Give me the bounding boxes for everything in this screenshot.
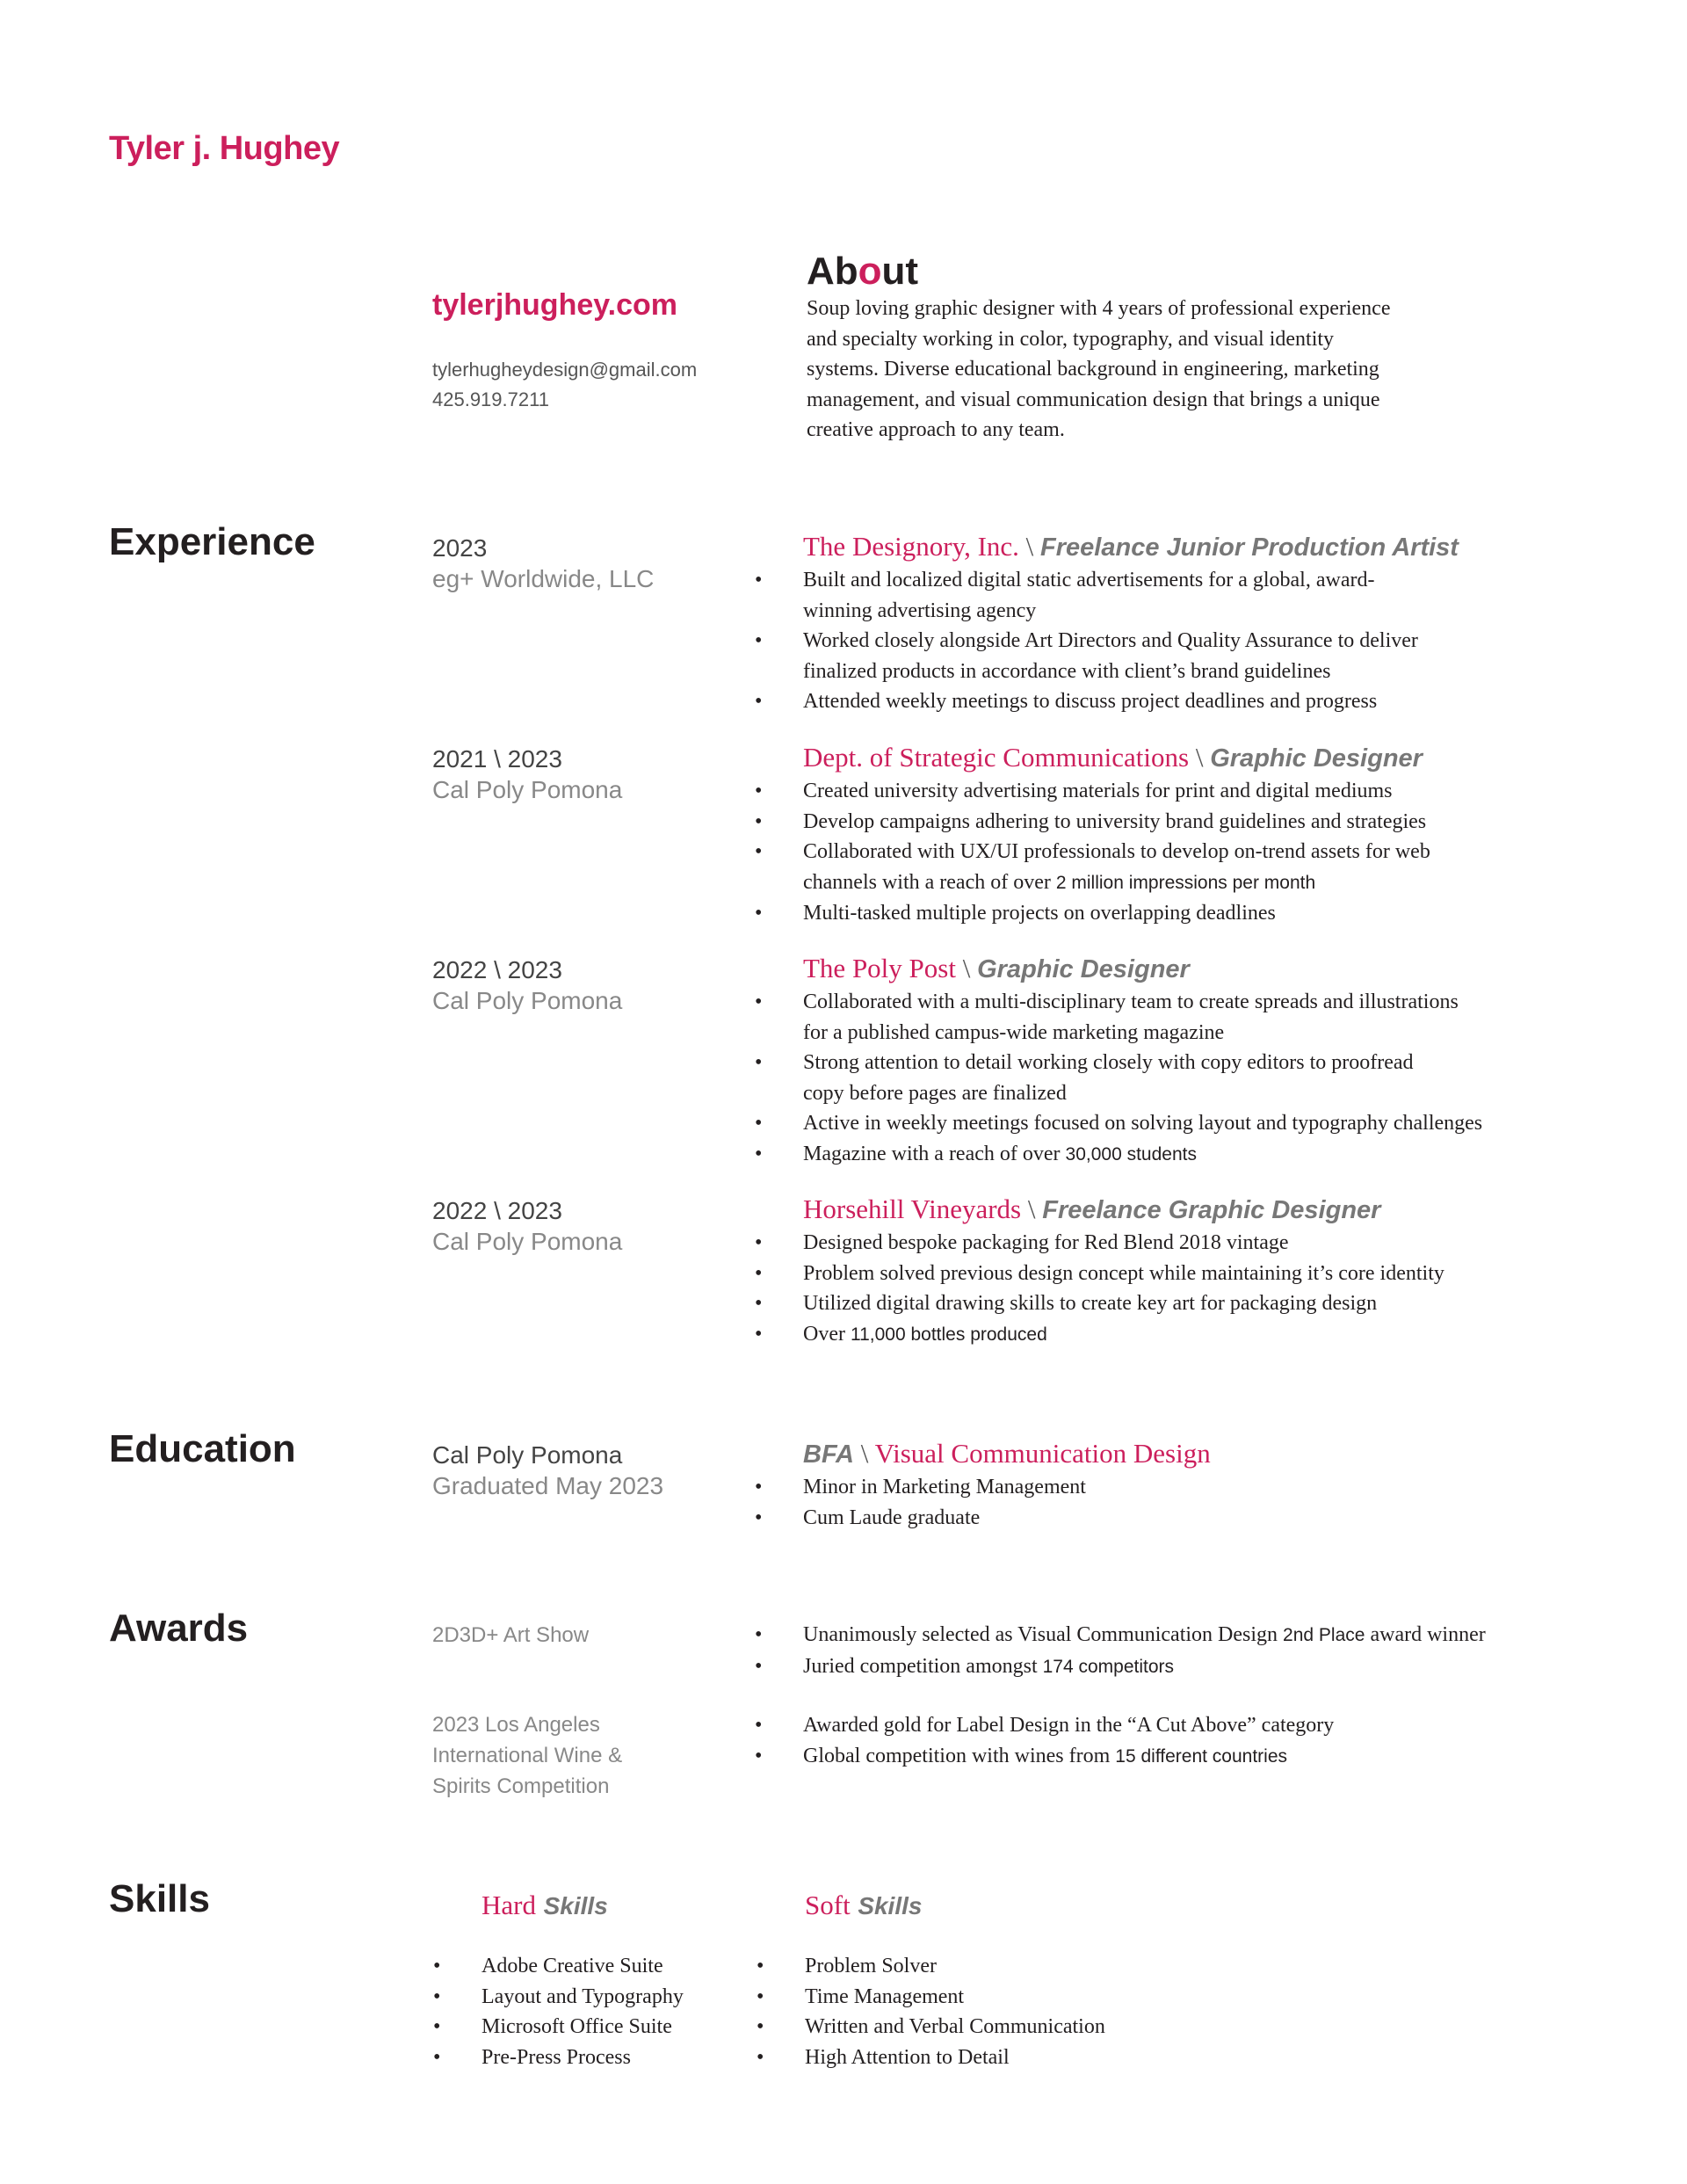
- about-heading-accent: o: [858, 250, 882, 293]
- experience-years: 2023: [432, 534, 488, 562]
- bullet-item: • Designed bespoke packaging for Red Blend 2018 vintage: [803, 1228, 1559, 1259]
- bullet-item-continued: winning advertising agency: [803, 599, 1037, 622]
- experience-org: Cal Poly Pomona: [432, 776, 623, 803]
- bullet-item: • Problem solved previous design concept while maintaining it’s core identity: [803, 1259, 1559, 1289]
- bullet-item: [803, 1741, 1594, 1773]
- experience-years: 2022 \ 2023: [432, 956, 562, 983]
- about-heading-part: Ab: [807, 250, 858, 293]
- skill-item: • Problem Solver: [805, 1951, 1244, 1982]
- about-body: [807, 294, 1457, 446]
- skills-heading-label: Skills: [543, 1892, 608, 1919]
- phone-number: 425.919.7211: [432, 388, 549, 410]
- bullet-item-continued: finalized products in accordance with client’s brand guidelines: [803, 659, 1331, 683]
- bullet-item-continued: copy before pages are finalized: [803, 1081, 1067, 1105]
- about-heading-part: ut: [881, 250, 919, 293]
- company-name: Horsehill Vineyards: [803, 1194, 1022, 1224]
- skills-heading-label: Skills: [858, 1892, 923, 1919]
- separator: \: [1018, 531, 1041, 562]
- experience-meta: [432, 744, 622, 805]
- award-name: [432, 1709, 696, 1802]
- bullet-text: award winner: [1365, 1623, 1486, 1646]
- about-heading: [807, 250, 918, 294]
- degree-field: Visual Communication Design: [874, 1438, 1211, 1469]
- separator: \: [1021, 1194, 1043, 1224]
- bullet-item: [803, 1319, 1559, 1351]
- bullet-item: • Utilized digital drawing skills to create key art for packaging design: [803, 1288, 1559, 1319]
- award-name-line: 2023 Los Angeles: [432, 1713, 600, 1737]
- bullet-highlight: 30,000 students: [1065, 1143, 1197, 1165]
- education-meta: [432, 1440, 663, 1501]
- skill-item: • Time Management: [805, 1982, 1244, 2013]
- experience-org: Cal Poly Pomona: [432, 987, 623, 1014]
- job-title: [803, 1194, 1380, 1225]
- experience-years: 2022 \ 2023: [432, 1197, 562, 1224]
- job-title: [803, 531, 1459, 562]
- experience-meta: [432, 1195, 622, 1257]
- skill-item: • Written and Verbal Communication: [805, 2012, 1244, 2043]
- degree-type: BFA: [803, 1440, 854, 1469]
- skill-item: • High Attention to Detail: [805, 2043, 1244, 2073]
- award-bullets: [803, 1710, 1594, 1772]
- about-line: Soup loving graphic designer with 4 years of professional experience: [807, 297, 1391, 320]
- skills-heading: Skills: [109, 1877, 210, 1920]
- name-logo: Tyler j. Hughey: [109, 130, 340, 167]
- degree-title: [803, 1438, 1211, 1469]
- experience-bullets: [803, 1228, 1559, 1350]
- education-school: Cal Poly Pomona: [432, 1441, 623, 1469]
- bullet-item: [803, 1139, 1559, 1171]
- company-name: The Designory, Inc.: [803, 531, 1019, 562]
- bullet-item: • Minor in Marketing Management: [803, 1472, 1559, 1503]
- award-name-line: International Wine &: [432, 1744, 623, 1767]
- education-graduated: Graduated May 2023: [432, 1472, 664, 1499]
- skills-heading-accent: Soft: [805, 1890, 851, 1920]
- bullet-item: • Attended weekly meetings to discuss project deadlines and progress: [803, 686, 1559, 717]
- bullet-text: Juried competition amongst: [803, 1654, 1043, 1678]
- company-name: Dept. of Strategic Communications: [803, 742, 1190, 773]
- awards-heading: Awards: [109, 1607, 249, 1650]
- bullet-highlight: 15 different countries: [1115, 1745, 1288, 1767]
- skill-item: • Pre-Press Process: [481, 2043, 763, 2073]
- soft-skills-heading: [805, 1890, 922, 1921]
- job-title: [803, 953, 1190, 984]
- bullet-text: Magazine with a reach of over: [803, 1142, 1066, 1165]
- about-line: systems. Diverse educational background in engineering, marketing: [807, 358, 1379, 381]
- hard-skills-list: [481, 1951, 763, 2072]
- skill-item: • Layout and Typography: [481, 1982, 763, 2013]
- bullet-text: channels with a reach of over: [803, 870, 1056, 894]
- bullet-item: [803, 1651, 1594, 1683]
- soft-skills-list: [805, 1951, 1244, 2072]
- experience-org: eg+ Worldwide, LLC: [432, 565, 655, 592]
- experience-meta: [432, 954, 622, 1016]
- hard-skills-heading: [481, 1890, 608, 1921]
- bullet-item-continued: for a published campus-wide marketing magazine: [803, 1020, 1225, 1044]
- bullet-item: • Cum Laude graduate: [803, 1503, 1559, 1534]
- separator: \: [1189, 742, 1211, 773]
- separator: \: [955, 953, 978, 983]
- skill-item: • Microsoft Office Suite: [481, 2012, 763, 2043]
- bullet-text: Unanimously selected as Visual Communication Design: [803, 1623, 1284, 1646]
- bullet-item: • Created university advertising materials for print and digital mediums: [803, 776, 1559, 807]
- education-bullets: [803, 1472, 1559, 1533]
- website-link[interactable]: tylerjhughey.com: [432, 288, 677, 322]
- about-line: creative approach to any team.: [807, 418, 1065, 441]
- job-title: [803, 742, 1423, 773]
- bullet-item-continued: [803, 867, 1559, 899]
- separator: \: [854, 1438, 875, 1469]
- job-role: Graphic Designer: [977, 955, 1190, 983]
- bullet-highlight: 2 million impressions per month: [1055, 872, 1316, 893]
- bullet-text: Global competition with wines from: [803, 1744, 1116, 1767]
- company-name: The Poly Post: [803, 953, 956, 983]
- experience-meta: [432, 533, 654, 594]
- bullet-item: • Worked closely alongside Art Directors and Quality Assurance to deliver: [803, 626, 1559, 657]
- bullet-item: • Strong attention to detail working closely with copy editors to proofread: [803, 1048, 1559, 1078]
- bullet-item: • Multi-tasked multiple projects on overlapping deadlines: [803, 898, 1559, 929]
- experience-org: Cal Poly Pomona: [432, 1228, 623, 1255]
- job-role: Freelance Graphic Designer: [1042, 1196, 1381, 1224]
- award-name-line: Spirits Competition: [432, 1774, 610, 1798]
- bullet-item: [803, 1620, 1594, 1651]
- job-role: Graphic Designer: [1210, 744, 1423, 773]
- bullet-highlight: 11,000 bottles produced: [850, 1324, 1047, 1345]
- experience-years: 2021 \ 2023: [432, 745, 562, 773]
- experience-bullets: [803, 565, 1559, 717]
- bullet-item: • Collaborated with UX/UI professionals to develop on-trend assets for web: [803, 837, 1559, 867]
- bullet-item: • Collaborated with a multi-disciplinary team to create spreads and illustrations: [803, 987, 1559, 1018]
- experience-heading: Experience: [109, 520, 315, 563]
- award-name: 2D3D+ Art Show: [432, 1623, 590, 1647]
- bullet-highlight: 174 competitors: [1042, 1656, 1175, 1677]
- award-bullets: [803, 1620, 1594, 1682]
- skill-item: • Adobe Creative Suite: [481, 1951, 763, 1982]
- experience-bullets: [803, 987, 1559, 1170]
- job-role: Freelance Junior Production Artist: [1040, 533, 1459, 562]
- bullet-text: Over: [803, 1322, 851, 1346]
- bullet-item: • Awarded gold for Label Design in the “A Cut Above” category: [803, 1710, 1594, 1741]
- skills-heading-accent: Hard: [481, 1890, 536, 1920]
- education-heading: Education: [109, 1427, 296, 1470]
- bullet-item: • Develop campaigns adhering to university brand guidelines and strategies: [803, 807, 1559, 838]
- email-link[interactable]: tylerhugheydesign@gmail.com: [432, 359, 698, 381]
- about-line: management, and visual communication design that brings a unique: [807, 388, 1380, 411]
- bullet-highlight: 2nd Place: [1283, 1625, 1365, 1645]
- bullet-item: • Active in weekly meetings focused on solving layout and typography challenges: [803, 1108, 1559, 1139]
- experience-bullets: [803, 776, 1559, 929]
- bullet-item: • Built and localized digital static advertisements for a global, award-: [803, 565, 1559, 596]
- about-line: and specialty working in color, typography, and visual identity: [807, 327, 1335, 351]
